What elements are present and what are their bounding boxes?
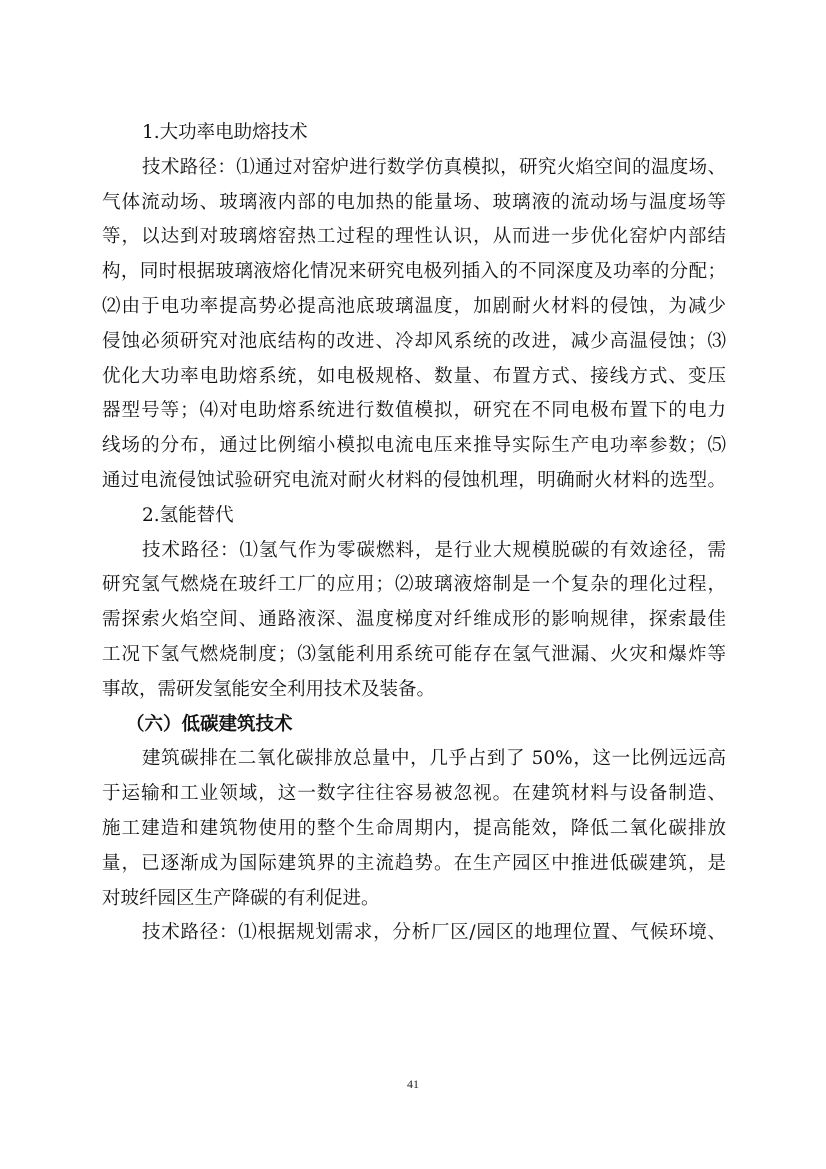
text-line: 技术路径：⑴根据规划需求，分析厂区/园区的地理位置、气候环境、: [142, 922, 726, 944]
text-line: 构，同时根据玻璃液熔化情况来研究电极列插入的不同深度及功率的分配；: [102, 261, 726, 283]
text-line: 研究氢气燃烧在玻纤工厂的应用；⑵玻璃液熔制是一个复杂的理化过程，: [102, 574, 726, 596]
text-line: 技术路径：⑴氢气作为零碳燃料，是行业大规模脱碳的有效途径，需: [142, 539, 726, 561]
page-number: 41: [407, 1077, 419, 1091]
text-line: 通过电流侵蚀试验研究电流对耐火材料的侵蚀机理，明确耐火材料的选型。: [102, 469, 726, 491]
page-body: [102, 116, 726, 951]
text-line: 器型号等；⑷对电助熔系统进行数值模拟，研究在不同电极布置下的电力: [102, 400, 726, 422]
subheading-electric-boosting: 1.大功率电助熔技术: [142, 122, 308, 143]
text-line: 建筑碳排在二氧化碳排放总量中，几乎占到了 50%，这一比例远远高: [142, 748, 726, 770]
subheading-hydrogen: 2.氢能替代: [142, 504, 234, 526]
text-line: 优化大功率电助熔系统，如电极规格、数量、布置方式、接线方式、变压: [102, 365, 726, 387]
text-line: 线场的分布，通过比例缩小模拟电流电压来推导实际生产电功率参数；⑸: [102, 435, 726, 457]
text-line: 气体流动场、玻璃液内部的电加热的能量场、玻璃液的流动场与温度场等: [102, 191, 726, 213]
text-line: 量，已逐渐成为国际建筑界的主流趋势。在生产园区中推进低碳建筑，是: [102, 852, 726, 874]
text-line: 需探索火焰空间、通路液深、温度梯度对纤维成形的影响规律，探索最佳: [102, 609, 726, 631]
section-heading-low-carbon-building: （六）低碳建筑技术: [126, 713, 293, 735]
text-line: 技术路径：⑴通过对窑炉进行数学仿真模拟，研究火焰空间的温度场、: [142, 156, 726, 178]
text-line: 侵蚀必须研究对池底结构的改进、冷却风系统的改进，减少高温侵蚀；⑶: [102, 330, 726, 352]
text-line: 施工建造和建筑物使用的整个生命周期内，提高能效，降低二氧化碳排放: [102, 817, 726, 839]
text-line: ⑵由于电功率提高势必提高池底玻璃温度，加剧耐火材料的侵蚀，为减少: [102, 295, 726, 317]
text-line: 对玻纤园区生产降碳的有利促进。: [102, 887, 380, 909]
text-line: 工况下氢气燃烧制度；⑶氢能利用系统可能存在氢气泄漏、火灾和爆炸等: [102, 643, 726, 665]
text-line: 事故，需研发氢能安全利用技术及装备。: [102, 678, 436, 700]
text-line: 等，以达到对玻璃熔窑热工过程的理性认识，从而进一步优化窑炉内部结: [102, 226, 726, 248]
text-line: 于运输和工业领域，这一数字往往容易被忽视。在建筑材料与设备制造、: [102, 783, 726, 805]
